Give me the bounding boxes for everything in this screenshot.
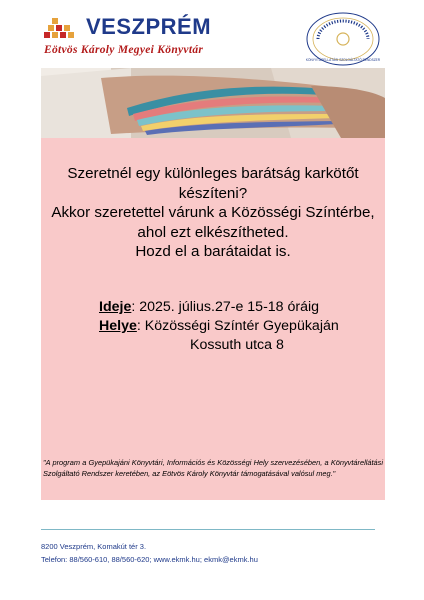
invitation-line: készíteni? [178, 184, 248, 202]
kszr-seal-icon [304, 10, 382, 68]
event-details [99, 298, 379, 355]
event-panel [41, 138, 385, 500]
svg-text:KÖNYVTÁRELLÁTÁSI SZOLGÁLTATÓ R: KÖNYVTÁRELLÁTÁSI SZOLGÁLTATÓ RENDSZER [305, 58, 381, 62]
invitation-line: Hozd el a barátaidat is. [135, 243, 291, 260]
event-place-value: : Közösségi Színtér Gyepükaján [136, 318, 339, 334]
event-place-row [99, 317, 379, 336]
event-time-label: Ideje [99, 299, 132, 315]
page-header [0, 0, 424, 68]
footer-address: 8200 Veszprém, Komakút tér 3. [41, 542, 147, 551]
footer-divider [41, 529, 375, 530]
event-place-address: Kossuth utca 8 [190, 337, 284, 353]
library-logo-title: VESZPRÉM [86, 14, 212, 39]
invitation-line: ahol ezt elkészítheted. [137, 223, 289, 241]
footer-contact: Telefon: 88/560-610, 88/560-620; www.ekmk.hu; ekmk@ekmk.hu [41, 555, 258, 564]
event-time-value: : 2025. július.27-e 15-18 óráig [131, 299, 320, 315]
event-place-label: Helye [99, 318, 137, 334]
bracelet-photo-image [41, 68, 385, 138]
invitation-line: Akkor szeretettel várunk a Közösségi Színtérbe, [51, 204, 375, 221]
invitation-text [41, 164, 385, 262]
library-logo-subtitle: Eötvös Károly Megyei Könyvtár [44, 44, 204, 56]
library-logo-icon [42, 18, 82, 44]
sponsor-note: "A program a Gyepükajáni Könyvtári, Információs és Közösségi Hely szervezésében, a Könyvtárellátási Szolgáltató Rendszer keretében, az Eötvös Károly Könyvtár támogatásával valósul meg." [43, 458, 383, 478]
invitation-line: Szeretnél egy különleges barátság karkötőt [67, 165, 359, 182]
bracelet-photo [41, 68, 385, 138]
page-footer [41, 540, 381, 566]
event-time-row [99, 298, 379, 317]
